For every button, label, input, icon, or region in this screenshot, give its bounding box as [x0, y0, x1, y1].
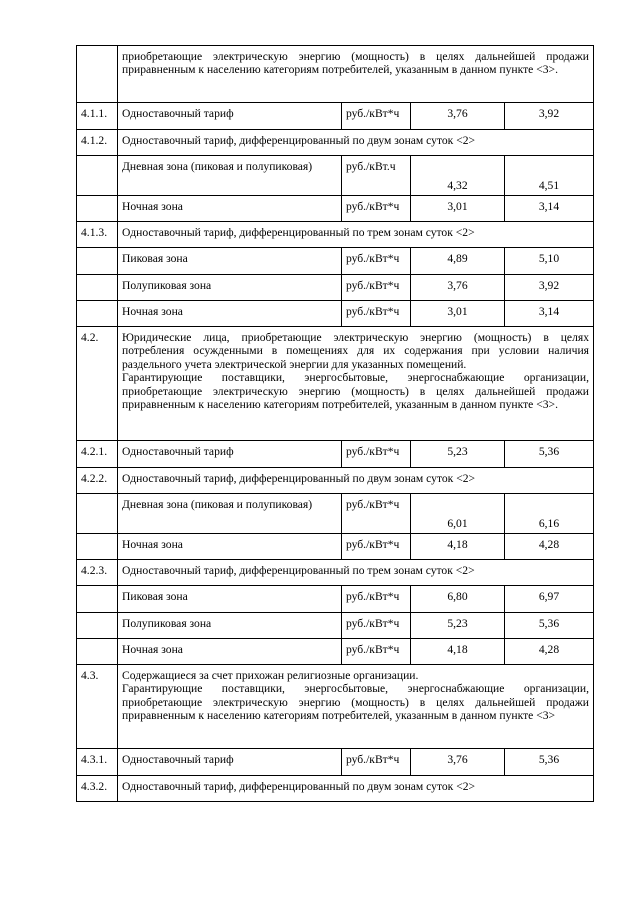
table-row [77, 560, 594, 586]
tariff-label: Ночная зона [118, 196, 342, 222]
category-paragraph-1: Юридические лица, приобретающие электрическую энергию (мощность) в целях потребления осужденными в помещениях для их содержания при условии наличия раздельного учета электрической энергии для указанных помещений. [122, 331, 589, 371]
table-row [77, 327, 594, 441]
row-number: 4.1.2. [77, 130, 118, 156]
table-row [77, 494, 594, 534]
row-number: 4.1.3. [77, 222, 118, 248]
unit-cell: руб./кВт*ч [342, 248, 411, 275]
row-number: 4.2.2. [77, 468, 118, 494]
tariff-label: Одноставочный тариф [118, 441, 342, 468]
row-number-cell [77, 613, 118, 639]
row-number: 4.3.1. [77, 749, 118, 776]
tariff-label: Полупиковая зона [118, 275, 342, 301]
tariff-value-2: 3,92 [505, 275, 594, 301]
table-row [77, 586, 594, 613]
tariff-value-1: 3,01 [411, 301, 505, 327]
row-number-cell [77, 586, 118, 613]
tariff-value-1: 3,76 [411, 749, 505, 776]
unit-cell: руб./кВт*ч [342, 494, 411, 534]
tariff-value-1: 6,80 [411, 586, 505, 613]
tariff-value-1: 5,23 [411, 441, 505, 468]
tariff-value-1: 4,89 [411, 248, 505, 275]
unit-cell: руб./кВт*ч [342, 275, 411, 301]
unit-cell: руб./кВт*ч [342, 534, 411, 560]
tariff-value-1: 3,76 [411, 275, 505, 301]
row-number: 4.2. [77, 327, 118, 441]
tariff-label: Пиковая зона [118, 586, 342, 613]
row-number-cell [77, 46, 118, 103]
tariff-label: Одноставочный тариф [118, 749, 342, 776]
table-row [77, 46, 594, 103]
section-heading: Одноставочный тариф, дифференцированный по трем зонам суток <2> [118, 560, 594, 586]
unit-cell: руб./кВт*ч [342, 196, 411, 222]
category-paragraph-2: Гарантирующие поставщики, энергосбытовые, энергоснабжающие организации, приобретающие электрическую энергию (мощность) в целях дальнейшей продажи приравненным к населению категориям потребителей, указанным в данном пункте <3> [122, 682, 589, 723]
unit-cell: руб./кВт*ч [342, 103, 411, 130]
tariff-value-2: 3,92 [505, 103, 594, 130]
row-number-cell [77, 534, 118, 560]
table-row [77, 776, 594, 802]
unit-cell: руб./кВт*ч [342, 749, 411, 776]
row-number-cell [77, 301, 118, 327]
tariff-value-2: 5,36 [505, 749, 594, 776]
table-row [77, 156, 594, 196]
tariff-label: Пиковая зона [118, 248, 342, 275]
section-heading: Одноставочный тариф, дифференцированный по двум зонам суток <2> [118, 776, 594, 802]
tariff-value-1: 4,32 [411, 156, 505, 196]
tariff-value-2: 4,28 [505, 534, 594, 560]
row-number: 4.2.3. [77, 560, 118, 586]
table-row [77, 301, 594, 327]
tariff-label: Дневная зона (пиковая и полупиковая) [118, 494, 342, 534]
tariff-label: Ночная зона [118, 639, 342, 665]
tariff-label: Одноставочный тариф [118, 103, 342, 130]
table-row [77, 665, 594, 749]
table-row [77, 534, 594, 560]
tariff-value-2: 3,14 [505, 196, 594, 222]
tariff-value-2: 4,28 [505, 639, 594, 665]
row-number: 4.1.1. [77, 103, 118, 130]
tariff-label: Полупиковая зона [118, 613, 342, 639]
tariff-label: Дневная зона (пиковая и полупиковая) [118, 156, 342, 196]
row-number: 4.3.2. [77, 776, 118, 802]
category-paragraph-1: Содержащиеся за счет прихожан религиозные организации. [122, 669, 419, 682]
unit-cell: руб./кВт*ч [342, 301, 411, 327]
table-row [77, 196, 594, 222]
row-number-cell [77, 275, 118, 301]
table-row [77, 639, 594, 665]
table-row [77, 749, 594, 776]
unit-cell: руб./кВт*ч [342, 441, 411, 468]
table-row [77, 103, 594, 130]
category-paragraph-2: Гарантирующие поставщики, энергосбытовые, энергоснабжающие организации, приобретающие электрическую энергию (мощность) в целях дальнейшей продажи приравненным к населению категориям потребителей, указанным в данном пункте <3>. [122, 371, 589, 412]
tariff-value-2: 6,16 [505, 494, 594, 534]
tariff-table [76, 45, 594, 802]
unit-cell: руб./кВт*ч [342, 613, 411, 639]
table-row [77, 613, 594, 639]
tariff-value-2: 5,36 [505, 441, 594, 468]
row-number: 4.2.1. [77, 441, 118, 468]
table-row [77, 248, 594, 275]
tariff-value-1: 6,01 [411, 494, 505, 534]
intro-text: приобретающие электрическую энергию (мощность) в целях дальнейшей продажи приравненным к населению категориям потребителей, указанным в данном пункте <3>. [118, 46, 594, 103]
table-row [77, 441, 594, 468]
tariff-value-1: 4,18 [411, 639, 505, 665]
unit-cell: руб./кВт.ч [342, 156, 411, 196]
tariff-value-2: 5,10 [505, 248, 594, 275]
category-description [118, 327, 594, 441]
row-number-cell [77, 494, 118, 534]
row-number: 4.3. [77, 665, 118, 749]
tariff-value-2: 6,97 [505, 586, 594, 613]
section-heading: Одноставочный тариф, дифференцированный по двум зонам суток <2> [118, 130, 594, 156]
tariff-value-1: 4,18 [411, 534, 505, 560]
row-number-cell [77, 248, 118, 275]
table-row [77, 222, 594, 248]
tariff-value-2: 4,51 [505, 156, 594, 196]
table-row [77, 130, 594, 156]
row-number-cell [77, 196, 118, 222]
section-heading: Одноставочный тариф, дифференцированный по двум зонам суток <2> [118, 468, 594, 494]
row-number-cell [77, 639, 118, 665]
tariff-value-1: 3,01 [411, 196, 505, 222]
tariff-document-page [76, 45, 594, 802]
row-number-cell [77, 156, 118, 196]
tariff-value-2: 3,14 [505, 301, 594, 327]
category-description [118, 665, 594, 749]
tariff-value-1: 3,76 [411, 103, 505, 130]
tariff-value-2: 5,36 [505, 613, 594, 639]
section-heading: Одноставочный тариф, дифференцированный по трем зонам суток <2> [118, 222, 594, 248]
tariff-label: Ночная зона [118, 301, 342, 327]
table-row [77, 468, 594, 494]
table-row [77, 275, 594, 301]
unit-cell: руб./кВт*ч [342, 639, 411, 665]
tariff-label: Ночная зона [118, 534, 342, 560]
unit-cell: руб./кВт*ч [342, 586, 411, 613]
tariff-value-1: 5,23 [411, 613, 505, 639]
